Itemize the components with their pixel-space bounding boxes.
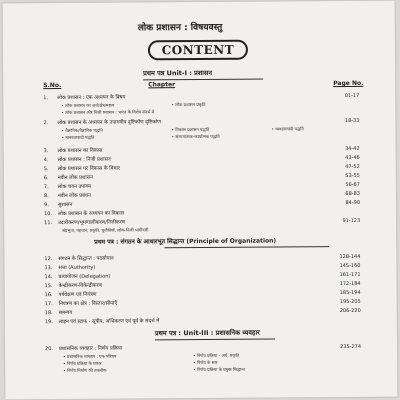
chapter-title: लोक प्रशासन के अध्ययन का विकास xyxy=(58,210,125,217)
sub-topic: • निर्णय प्रक्रिया - अर्थ, प्रकृति xyxy=(193,352,240,359)
unit-2-underline xyxy=(164,246,329,248)
chapter-title: सत्ता (Authority) xyxy=(58,264,96,271)
row-number: 16. xyxy=(44,292,53,299)
sub-topic: • लोक प्रशासन और निजी प्रशासन : भारत के विशेष संदर्भ में xyxy=(61,109,155,115)
sub-topic: • निर्णय निर्माण की तकनीक xyxy=(63,367,107,373)
row-number: 15. xyxy=(44,283,53,290)
page-range: 84-90 xyxy=(345,199,361,206)
page-range: 53-55 xyxy=(345,172,360,179)
row-number: 9. xyxy=(44,202,49,209)
chapter-title: उदारीकरण/भूमण्डलीकरण/निजीकरण xyxy=(58,219,126,226)
row-number: 6. xyxy=(43,175,49,182)
row-number: 18. xyxy=(44,310,53,317)
row-number: 3. xyxy=(43,148,49,155)
page-range: 235-274 xyxy=(340,343,362,351)
chapter-title: लोक प्रशासन का विकास xyxy=(57,147,103,154)
page-range: 18-33 xyxy=(344,117,360,124)
chapter-title: लोक प्रशासन के अध्ययन के उपागमीय दृष्टिकोण दृष्टिकोण xyxy=(57,119,161,126)
sub-topic: • व्यवहारवादी पद्धति xyxy=(271,126,304,132)
chapter-title: सुशासन xyxy=(58,201,73,208)
chapter-title: नवीन लोक प्रबंधन xyxy=(57,192,91,199)
col-sno: S.No. xyxy=(43,81,62,90)
unit-3-heading: प्रथम पत्र : Unit-III : प्रशासनिक व्यवहार xyxy=(154,328,260,338)
chapter-title: पर्यवेक्षण एवं नियंत्रण xyxy=(58,291,97,298)
row-number: 2. xyxy=(43,120,49,127)
sub-topic: • लोक प्रशासन का अर्थ/क्षेत्र/महत्व xyxy=(61,102,115,108)
row-number: 11. xyxy=(44,220,53,227)
chapter-title: नियंत्रण का क्षेत्र : विस्तार/सीमाएँ xyxy=(58,300,118,307)
sub-topic: • निर्णय प्रक्रिया के प्रमुख सिद्धान्त xyxy=(193,366,245,373)
row-number: 12. xyxy=(44,256,53,263)
content-heading: CONTENT xyxy=(148,40,248,61)
chapter-title: लोक चयन उपागम xyxy=(57,183,92,190)
page-range: 185-194 xyxy=(339,289,361,297)
row-number: 8. xyxy=(43,193,49,200)
sub-topic: • मानवतावादी पद्धति xyxy=(61,134,95,140)
page-range: 172-184 xyxy=(339,280,361,288)
chapter-title: संगठन के सिद्धान्त : पदसोपान xyxy=(58,255,114,262)
row-number: 7. xyxy=(43,184,49,191)
row-number: 19. xyxy=(44,319,53,326)
page-range: 161-171 xyxy=(339,271,361,279)
sub-topic: • विकास प्रशासन पद्धति xyxy=(171,126,210,133)
chapter-title: लोक प्रशासन पर विकास के विचार xyxy=(57,165,120,172)
page-range: 01-17 xyxy=(344,92,360,99)
page-range: 68-83 xyxy=(345,190,360,197)
page-range: 128-144 xyxy=(339,253,361,261)
col-page: Page No. xyxy=(333,79,364,88)
document-page xyxy=(3,1,398,400)
page-range: 91-123 xyxy=(342,217,361,225)
row-number: 13. xyxy=(44,265,53,272)
unit-2-heading: प्रथम पत्र : संगठन के आधारभूत सिद्धान्त (Principle of Organization) xyxy=(94,237,277,246)
chapter-title: समन्वय xyxy=(58,309,73,316)
sub-topic: • संरचनात्मक-कार्यात्मक पद्धति xyxy=(171,133,220,140)
row-number: 4. xyxy=(43,157,49,164)
chapter-title: नवीन लोक प्रशासन xyxy=(57,174,93,181)
chapter-title: केन्द्रीकरण-विकेन्द्रीकरण xyxy=(58,282,103,289)
chapter-title: लोक प्रशासन : निजी प्रशासन xyxy=(57,156,111,163)
row-number: 20. xyxy=(45,346,54,353)
sub-topic: • प्रशासनिक व्यवहार : एक परिचय xyxy=(63,353,117,359)
unit-1-underline xyxy=(143,79,263,81)
unit-1-heading: प्रथम पत्र Unit-I : प्रशासन xyxy=(143,68,212,78)
page-range: 43-46 xyxy=(345,154,360,161)
page-range: 195-205 xyxy=(339,298,361,306)
sub-topic: • वैज्ञानिक/वैज्ञानिक पद्धति xyxy=(61,127,103,133)
page-range: 56-67 xyxy=(345,181,360,188)
row-number: 5. xyxy=(43,166,49,173)
col-chapter: Chapter xyxy=(148,81,176,89)
unit-3-underline xyxy=(155,338,275,340)
row-number: 1. xyxy=(43,95,49,102)
chapter-title: लाइन एवं स्टाफ - सूत्रीय, अभिकरण एवं पूर्व के संदर्भ में xyxy=(58,318,160,325)
sub-topic: संप्रभुता, पहचान, प्रकृति, चुनौतियाँ, लोक-निजी भागीदारी xyxy=(62,227,149,233)
row-number: 14. xyxy=(44,274,53,281)
page-range: 34-42 xyxy=(345,145,360,152)
page-range: 145-160 xyxy=(339,262,361,270)
sub-topic: • लोक प्रशासन प्रकृति xyxy=(171,101,206,108)
chapter-title: प्रशासनिक व्यवहार : निर्णय प्रक्रिया xyxy=(59,345,123,352)
page-title: लोक प्रशासन : विषयवस्तु xyxy=(137,22,223,34)
row-number: 17. xyxy=(44,301,53,308)
page-range: 47-52 xyxy=(345,163,360,170)
chapter-title: प्रत्यायोजन (Delegation) xyxy=(58,273,111,280)
chapter-title: लोक प्रशासन : एक अध्ययन के विषय xyxy=(57,94,126,101)
sub-topic: • निर्णय प्रक्रिया के प्रकार xyxy=(63,360,102,366)
row-number: 10. xyxy=(44,211,53,218)
sub-topic: • निर्णय के स्तर xyxy=(193,359,218,366)
page-range: 206-220 xyxy=(339,307,361,315)
